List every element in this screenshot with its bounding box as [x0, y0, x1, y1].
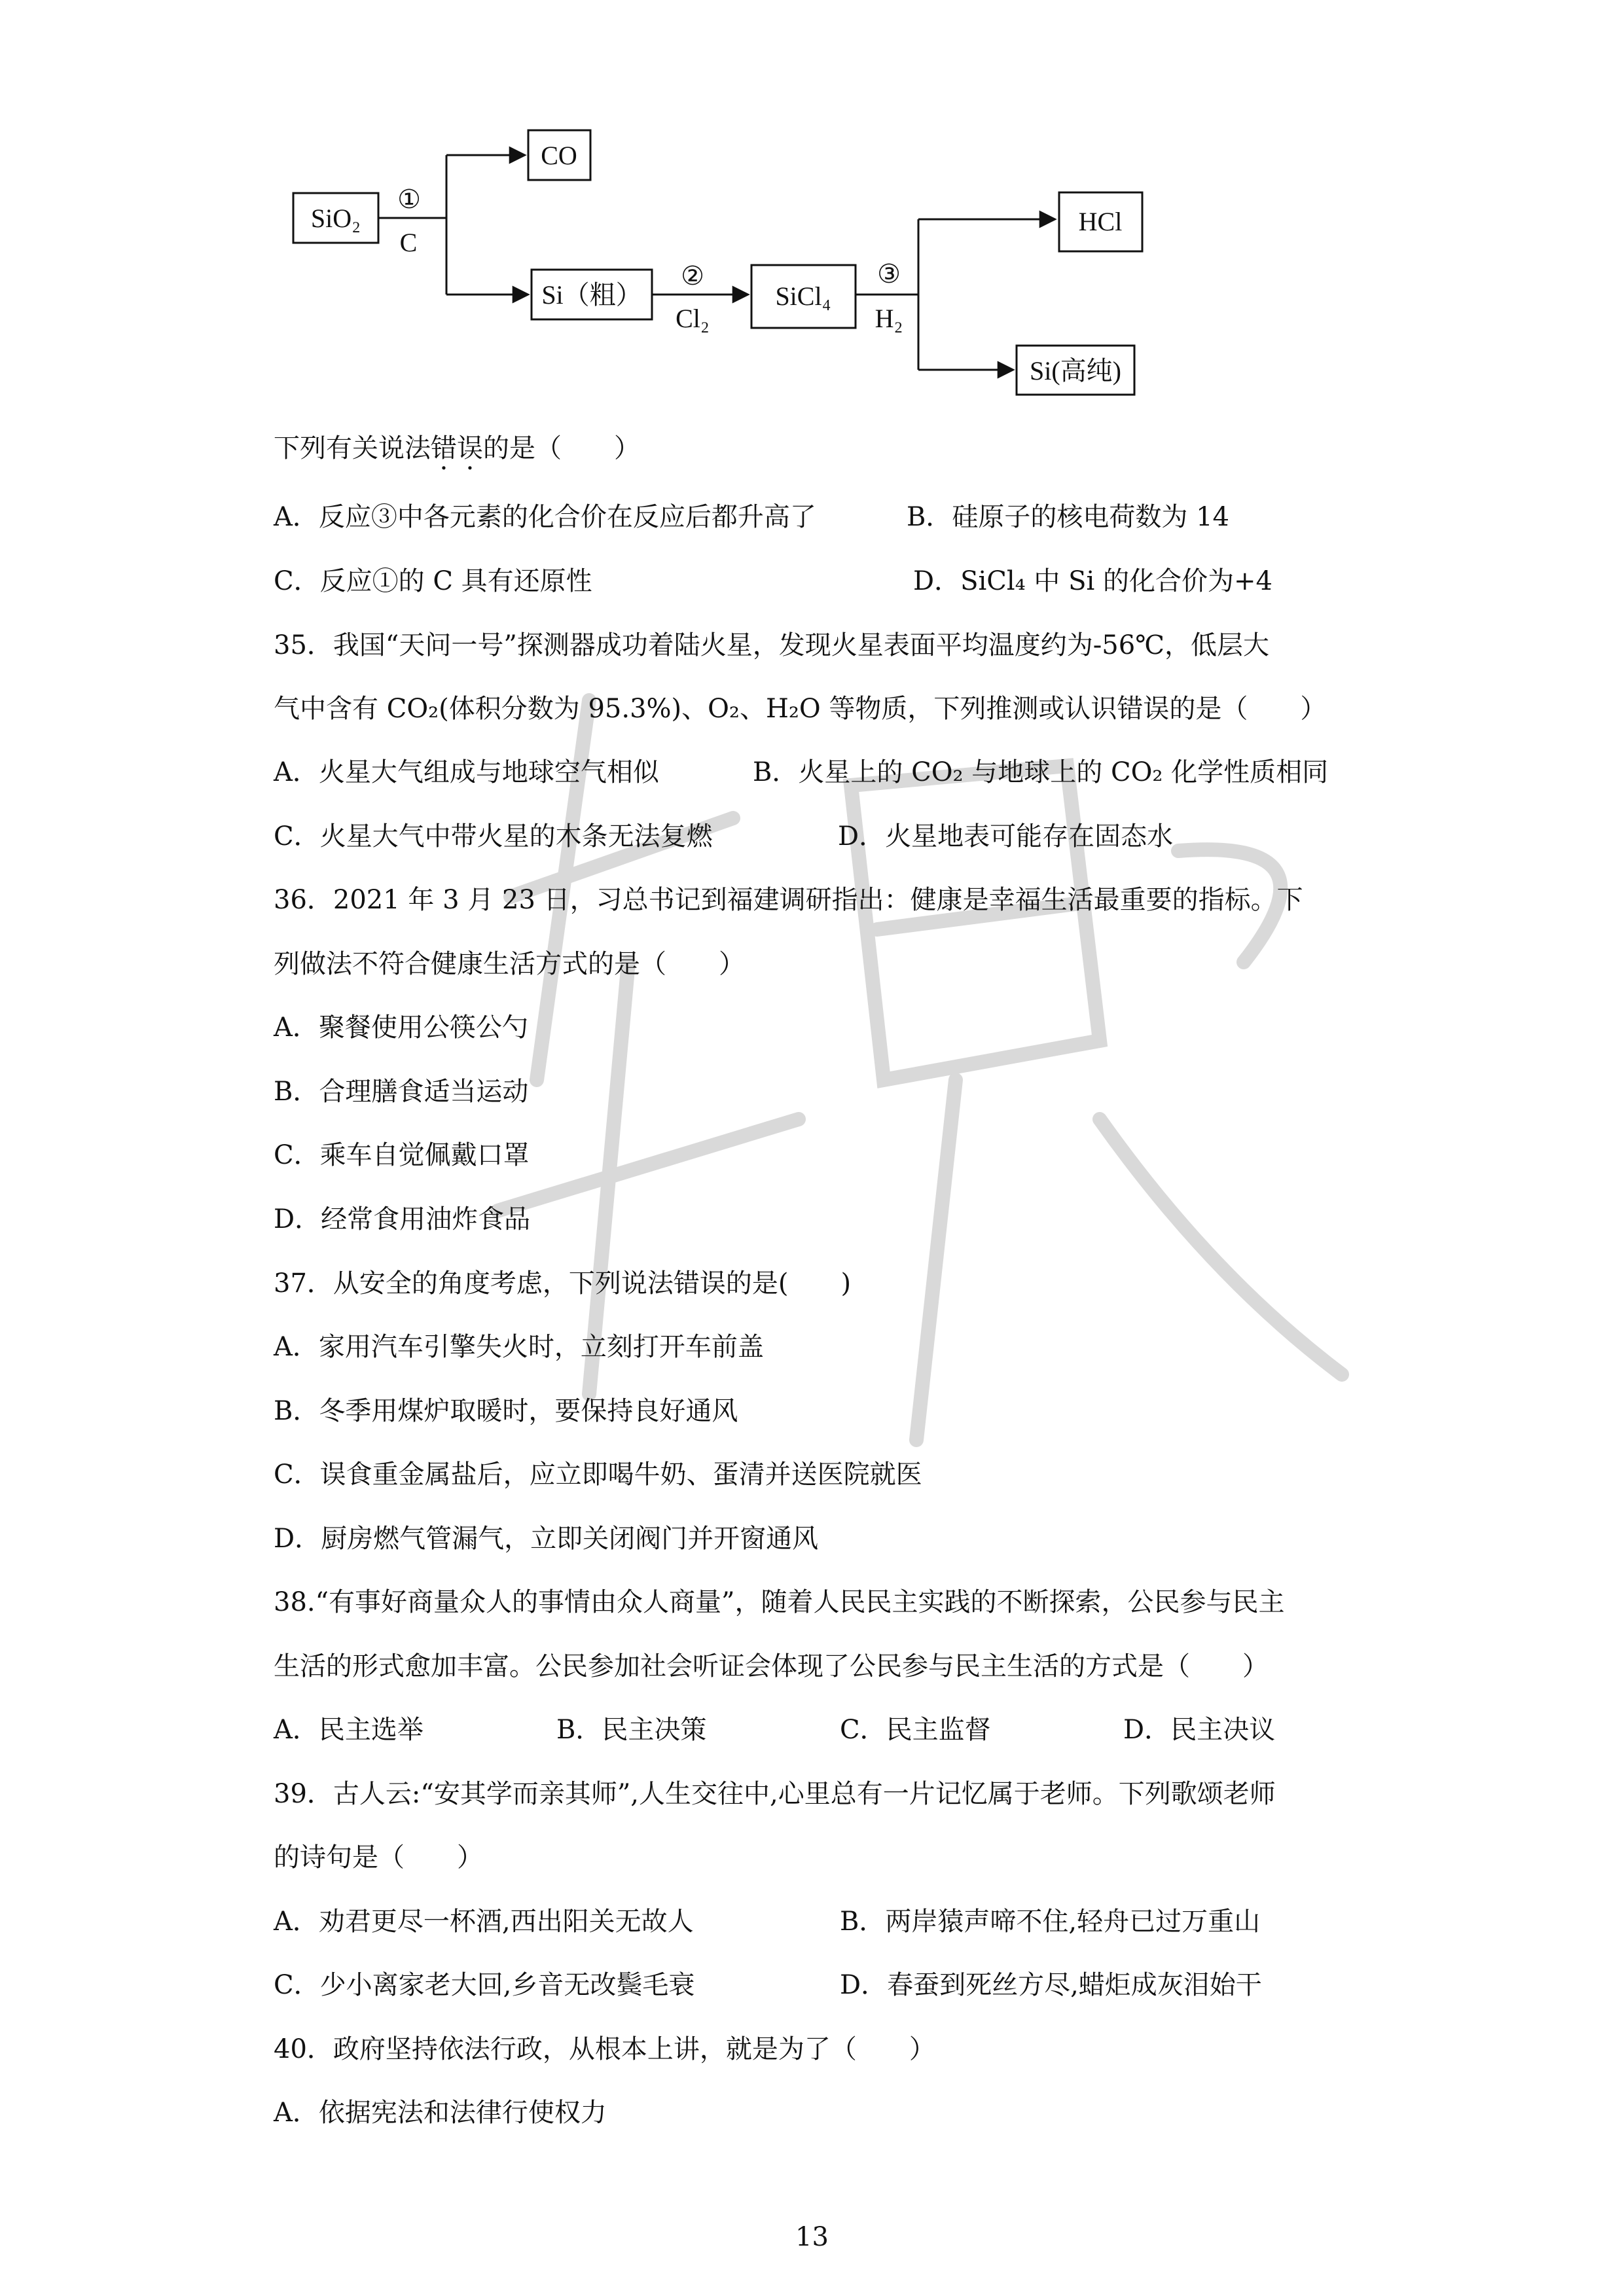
q34-stem — [274, 429, 640, 468]
q34-stem-post: 的是（ ） — [483, 433, 640, 463]
q39-option-d: D．春蚕到死丝方尽,蜡炬成灰泪始干 — [840, 1970, 1262, 2000]
label-si-crude: Si（粗） — [541, 280, 642, 310]
q35-stem-line-1: 35．我国“天问一号”探测器成功着陆火星，发现火星表面平均温度约为-56℃，低层大 — [274, 630, 1269, 660]
q39-option-c: C．少小离家老大回,乡音无改鬓毛衰 — [274, 1970, 695, 2000]
q36-option-a: A．聚餐使用公筷公勺 — [274, 1013, 528, 1043]
q35-stem-line-2: 气中含有 CO₂(体积分数为 95.3%)、O₂、H₂O 等物质，下列推测或认识错误的是（ ） — [274, 694, 1327, 724]
label-si-pure: Si(高纯) — [1030, 356, 1121, 386]
q35-option-a: A．火星大气组成与地球空气相似 — [274, 757, 659, 787]
step2-reagent: Cl₂ — [676, 304, 710, 333]
q35-option-c: C．火星大气中带火星的木条无法复燃 — [274, 821, 713, 852]
q36-stem-line-1: 36．2021 年 3 月 23 日，习总书记到福建调研指出：健康是幸福生活最重要的指标。下 — [274, 885, 1303, 915]
q34-option-d: D．SiCl₄ 中 Si 的化合价为+4 — [913, 566, 1273, 596]
q38-stem-line-2: 生活的形式愈加丰富。公民参加社会听证会体现了公民参与民主生活的方式是（ ） — [274, 1651, 1269, 1681]
label-sio2: SiO₂ — [310, 204, 361, 233]
q39-stem-line-1: 39．古人云:“安其学而亲其师”,人生交往中,心里总有一片记忆属于老师。下列歌颂老师 — [274, 1779, 1276, 1809]
q37-option-a: A．家用汽车引擎失火时，立刻打开车前盖 — [274, 1332, 764, 1362]
q36-stem-line-2: 列做法不符合健康生活方式的是（ ） — [274, 949, 745, 979]
step3-number: ③ — [877, 259, 901, 289]
q40-option-a: A．依据宪法和法律行使权力 — [274, 2098, 607, 2128]
q35-option-b: B．火星上的 CO₂ 与地球上的 CO₂ 化学性质相同 — [753, 757, 1329, 787]
q37-option-c: C．误食重金属盐后，应立即喝牛奶、蛋清并送医院就医 — [274, 1460, 922, 1490]
step1-number: ① — [397, 185, 421, 214]
q38-stem-line-1: 38.“有事好商量众人的事情由众人商量”，随着人民民主实践的不断探索，公民参与民主 — [274, 1587, 1285, 1617]
reaction-flow-diagram — [0, 0, 1624, 419]
q35-option-d: D．火星地表可能存在固态水 — [838, 821, 1174, 852]
q37-option-b: B．冬季用煤炉取暖时，要保持良好通风 — [274, 1396, 738, 1426]
q34-option-c: C．反应①的 C 具有还原性 — [274, 566, 592, 596]
q38-option-a: A．民主选举 — [274, 1715, 424, 1745]
q36-option-d: D．经常食用油炸食品 — [274, 1204, 531, 1234]
q34-option-a: A．反应③中各元素的化合价在反应后都升高了 — [274, 502, 816, 532]
q37-stem: 37．从安全的角度考虑，下列说法错误的是( ) — [274, 1268, 852, 1299]
q34-stem-emphasis-2: 误 — [457, 433, 483, 463]
label-hcl: HCl — [1078, 207, 1123, 236]
q34-option-b: B．硅原子的核电荷数为 14 — [907, 502, 1230, 532]
page-number: 13 — [795, 2222, 829, 2252]
q38-option-c: C．民主监督 — [840, 1715, 991, 1745]
q34-stem-pre: 下列有关说法 — [274, 433, 431, 463]
step2-number: ② — [681, 261, 704, 291]
label-co: CO — [541, 141, 577, 170]
q38-option-b: B．民主决策 — [556, 1715, 707, 1745]
label-sicl4: SiCl₄ — [775, 281, 831, 311]
q40-stem: 40．政府坚持依法行政，从根本上讲，就是为了（ ） — [274, 2034, 935, 2064]
q34-stem-emphasis-1: 错 — [431, 433, 457, 463]
q39-stem-line-2: 的诗句是（ ） — [274, 1842, 483, 1873]
q38-option-d: D．民主决议 — [1123, 1715, 1276, 1745]
q39-option-b: B．两岸猿声啼不住,轻舟已过万重山 — [840, 1907, 1261, 1937]
step3-reagent: H₂ — [875, 304, 903, 333]
q36-option-c: C．乘车自觉佩戴口罩 — [274, 1140, 530, 1170]
q36-option-b: B．合理膳食适当运动 — [274, 1077, 529, 1107]
q37-option-d: D．厨房燃气管漏气，立即关闭阀门并开窗通风 — [274, 1524, 819, 1554]
step1-reagent: C — [399, 228, 418, 257]
q39-option-a: A．劝君更尽一杯酒,西出阳关无故人 — [274, 1907, 694, 1937]
